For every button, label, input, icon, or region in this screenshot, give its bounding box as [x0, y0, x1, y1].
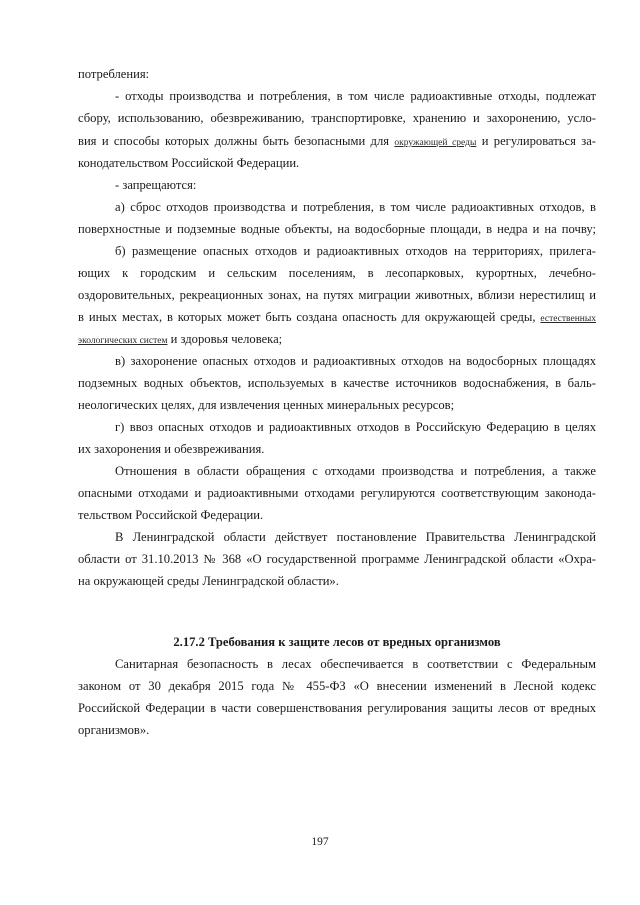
text-line: ющих к городским и сельским поселениям, в лесопарковых, курортных, лечебно-: [78, 266, 596, 280]
text-line: опасными отходами и радиоактивными отходами регулируются соответствующим законода-: [78, 486, 596, 500]
text-line: - запрещаются:: [115, 178, 197, 192]
text-line: б) размещение опасных отходов и радиоактивных отходов на территориях, прилега-: [115, 244, 596, 258]
text-line: г) ввоз опасных отходов и радиоактивных отходов в Российскую Федерацию в целях: [115, 420, 596, 434]
text-line: а) сброс отходов производства и потребления, в том числе радиоактивных отходов, в: [115, 200, 596, 214]
text-span: и здоровья человека;: [167, 332, 283, 346]
section-heading: 2.17.2 Требования к защите лесов от вредных организмов: [173, 635, 501, 649]
text-line: [78, 309, 596, 327]
text-line: - отходы производства и потребления, в том числе радиоактивные отходы, подлежат: [115, 89, 596, 103]
text-line: В Ленинградской области действует постановление Правительства Ленинградской: [115, 530, 596, 544]
text-line: Российской Федерации в части совершенствования регулирования защиты лесов от вредных: [78, 701, 596, 715]
text-line: потребления:: [78, 67, 150, 81]
text-line: поверхностные и подземные водные объекты, на водосборные площади, в недра и на почву;: [78, 222, 596, 236]
environment-link[interactable]: окружающей среды: [394, 138, 477, 148]
text-line: на окружающей среды Ленинградской области».: [78, 574, 339, 588]
text-line: неологических целях, для извлечения ценных минеральных ресурсов;: [78, 398, 455, 412]
text-line: [78, 133, 596, 151]
text-line: конодательством Российской Федерации.: [78, 156, 300, 170]
text-line: [78, 331, 596, 349]
text-line: Санитарная безопасность в лесах обеспечивается в соответствии с Федеральным: [115, 657, 596, 671]
ecosystems-link[interactable]: естественных: [540, 314, 596, 324]
text-line: Отношения в области обращения с отходами производства и потребления, а также: [115, 464, 596, 478]
text-line: организмов».: [78, 723, 150, 737]
text-span: и регулироваться за-: [476, 134, 596, 148]
text-line: области от 31.10.2013 № 368 «О государственной программе Ленинградской области «Охра-: [78, 552, 596, 566]
text-line: оздоровительных, рекреационных зонах, на путях миграции животных, вблизи нерестилищ и: [78, 288, 596, 302]
text-line: их захоронения и обезвреживания.: [78, 442, 265, 456]
text-line: подземных водных объектов, используемых в качестве источников водоснабжения, в баль-: [78, 376, 596, 390]
page-number: 197: [311, 836, 329, 848]
text-span: в иных местах, в которых может быть создана опасность для окружающей среды,: [78, 310, 541, 324]
ecosystems-link[interactable]: экологических систем: [78, 336, 168, 346]
text-line: законом от 30 декабря 2015 года № 455-ФЗ «О внесении изменений в Лесной кодекс: [78, 679, 596, 693]
text-line: сбору, использованию, обезвреживанию, транспортировке, хранению и захоронению, усло-: [78, 111, 596, 125]
text-line: в) захоронение опасных отходов и радиоактивных отходов на водосборных площадях: [115, 354, 596, 368]
text-line: тельством Российской Федерации.: [78, 508, 264, 522]
text-span: вия и способы которых должны быть безопасными для: [78, 134, 395, 148]
